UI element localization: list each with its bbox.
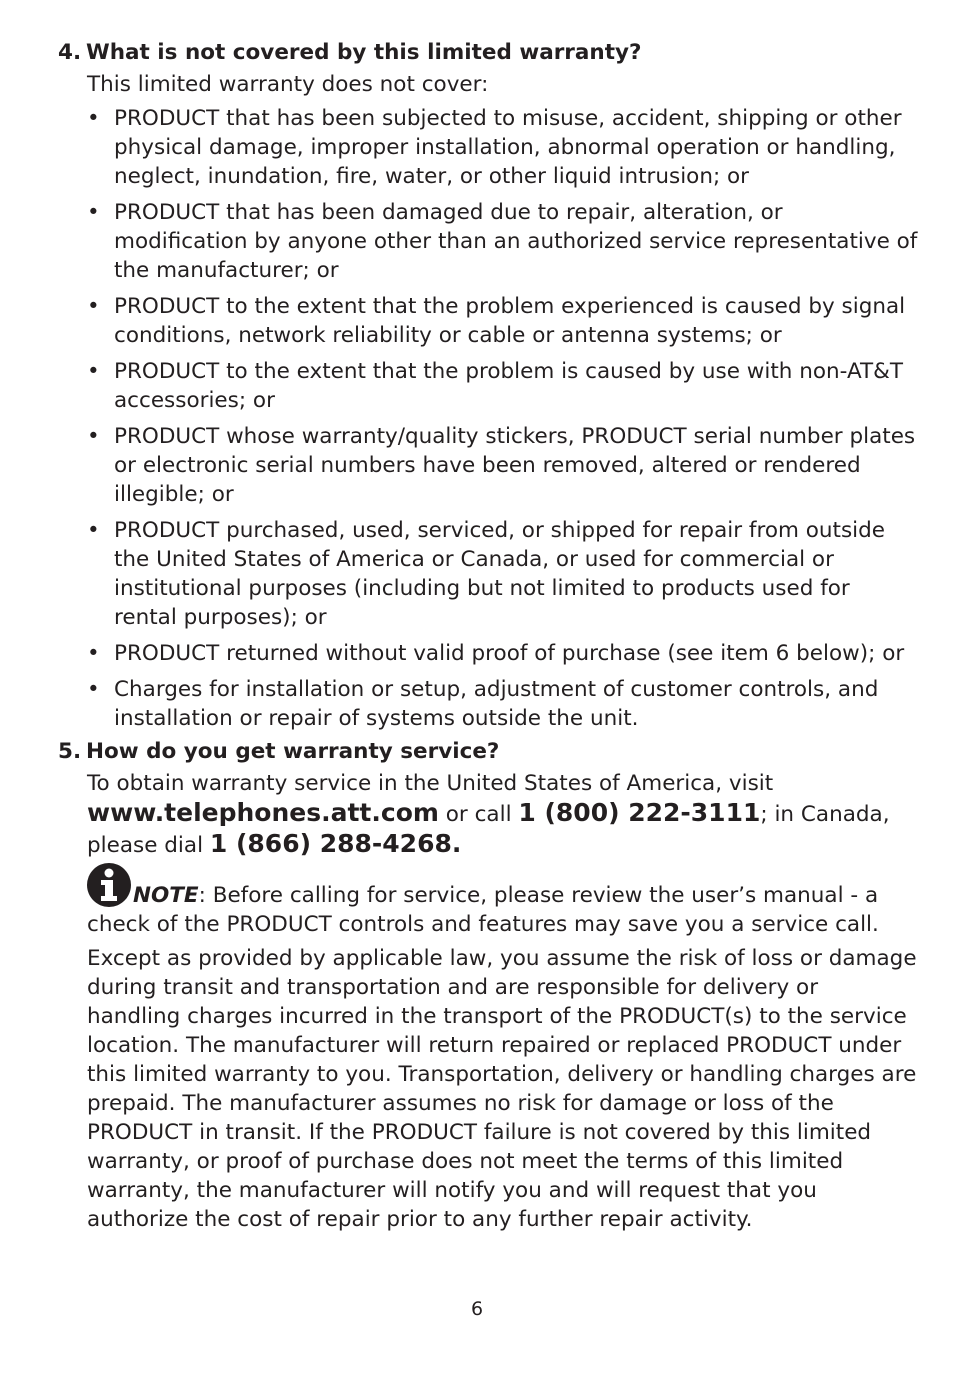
list-item-text: PRODUCT to the extent that the problem is caused by use with non-AT&T accessories; or	[114, 359, 904, 413]
bullet: •	[87, 200, 100, 225]
bullet: •	[87, 677, 100, 702]
page-number: 6	[470, 1298, 484, 1320]
website-link[interactable]: www.telephones.att.com	[87, 798, 439, 827]
canada-phone-number: 1 (866) 288-4268.	[209, 829, 462, 858]
list-item	[87, 422, 918, 509]
list-item-text: PRODUCT purchased, used, serviced, or shipped for repair from outside the United States of America or Canada, or used for commercial or institutional purposes (including but not limited to products used for rental purposes); or	[114, 518, 886, 630]
bullet: •	[87, 641, 100, 666]
list-item-text: PRODUCT to the extent that the problem experienced is caused by signal conditions, network reliability or cable or antenna systems; or	[114, 294, 906, 348]
contact-intro: To obtain warranty service in the United States of America, visit	[87, 771, 774, 796]
section-4-intro: This limited warranty does not cover:	[87, 72, 489, 97]
note-paragraph	[87, 862, 918, 939]
section-5-heading	[58, 737, 918, 767]
list-item-text: PRODUCT that has been damaged due to repair, alteration, or modification by anyone other than an authorized service representative of the manufacturer; or	[114, 200, 918, 283]
bullet: •	[87, 424, 100, 449]
note-text: : Before calling for service, please review the user’s manual - a check of the PRODUCT controls and features may save you a service call.	[87, 883, 879, 937]
list-item-text: PRODUCT that has been subjected to misuse, accident, shipping or other physical damage, improper installation, abnormal operation or handling, neglect, inundation, fire, water, or other liquid intrusion; or	[114, 106, 902, 189]
bullet: •	[87, 518, 100, 543]
list-item	[87, 104, 918, 191]
note-label: NOTE	[133, 883, 199, 908]
or-call-text: or call	[438, 802, 519, 827]
section-4-heading	[58, 38, 918, 68]
list-item	[87, 292, 918, 350]
list-item-text: PRODUCT returned without valid proof of purchase (see item 6 below); or	[114, 641, 905, 666]
section-5-number: 5.	[58, 739, 82, 764]
list-item	[87, 675, 918, 733]
section-4-title: What is not covered by this limited warranty?	[86, 40, 642, 65]
canada-text: ; in Canada, please dial	[87, 802, 890, 858]
contact-paragraph	[87, 769, 918, 860]
exclusions-list	[87, 104, 918, 733]
section-5-title: How do you get warranty service?	[86, 739, 500, 764]
page-content	[58, 38, 918, 1234]
list-item-text: Charges for installation or setup, adjustment of customer controls, and installation or repair of systems outside the unit.	[114, 677, 879, 731]
bullet: •	[87, 359, 100, 384]
list-item	[87, 357, 918, 415]
list-item	[87, 198, 918, 285]
info-icon	[86, 862, 132, 908]
list-item	[87, 516, 918, 632]
section-4-number: 4.	[58, 40, 82, 65]
us-phone-number: 1 (800) 222-3111	[518, 798, 761, 827]
shipping-terms-paragraph: Except as provided by applicable law, you assume the risk of loss or damage during transit and transportation and are responsible for delivery or handling charges incurred in the transport of the PRODUCT(s) to the service location. The manufacturer will return repaired or replaced PRODUCT under this limited warranty to you. Transportation, delivery or handling charges are prepaid. The manufacturer assumes no risk for damage or loss of the PRODUCT in transit. If the PRODUCT failure is not covered by this limited warranty, or proof of purchase does not meet the terms of this limited warranty, the manufacturer will notify you and will request that you authorize the cost of repair prior to any further repair activity.	[87, 946, 917, 1232]
bullet: •	[87, 294, 100, 319]
list-item	[87, 639, 918, 668]
list-item-text: PRODUCT whose warranty/quality stickers, PRODUCT serial number plates or electronic serial numbers have been removed, altered or rendered illegible; or	[114, 424, 916, 507]
bullet: •	[87, 106, 100, 131]
